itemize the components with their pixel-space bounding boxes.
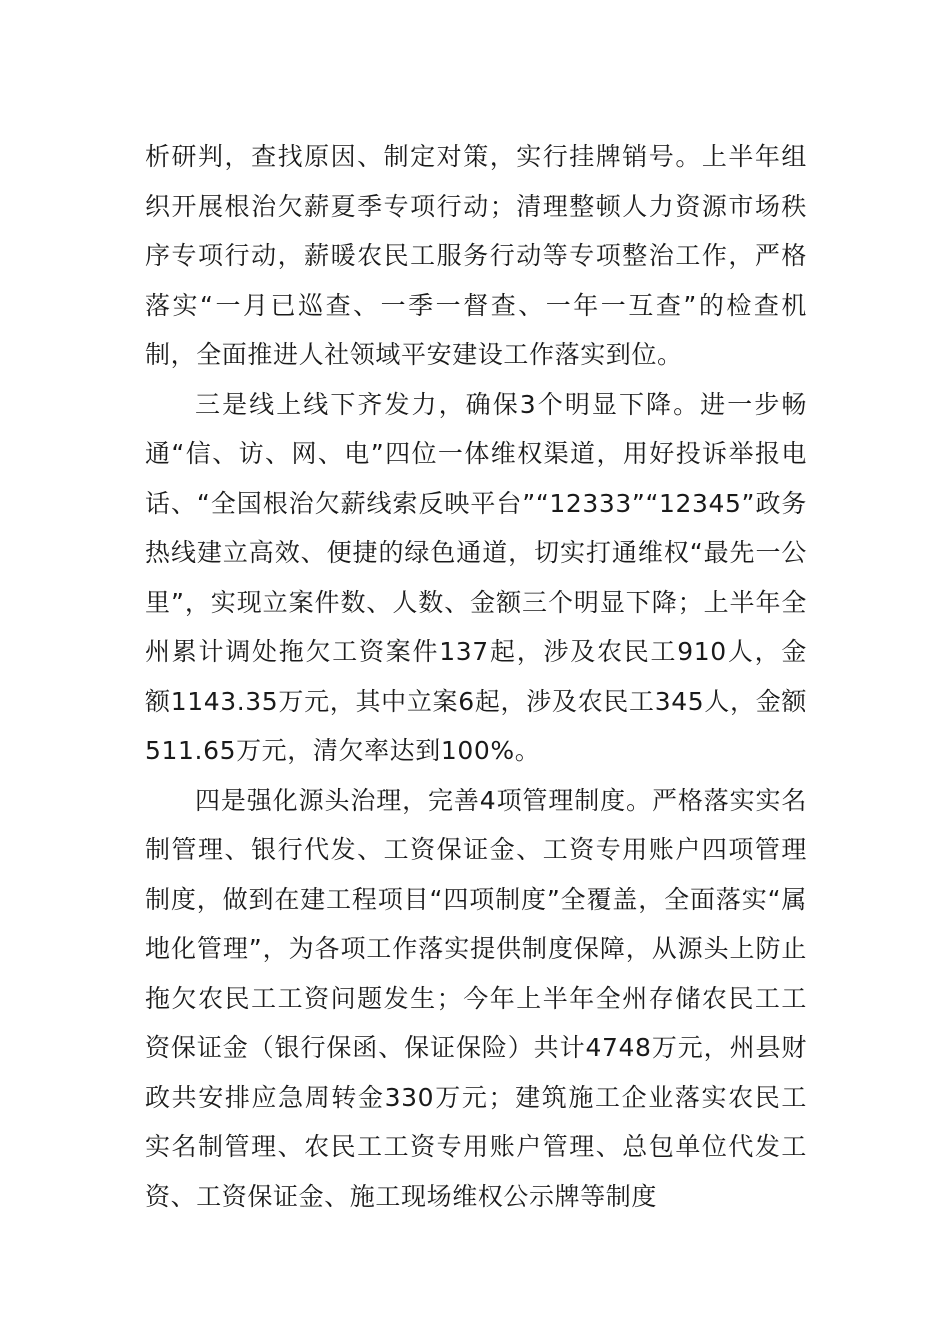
paragraph-point-four: 四是强化源头治理，完善4项管理制度。严格落实实名制管理、银行代发、工资保证金、工资专用账户四项管理制度，做到在建工程项目“四项制度”全覆盖，全面落实“属地化管理”，为各项工作落实提供制度保障，从源头上防止拖欠农民工工资问题发生；今年上半年全州存储农民工工资保证金（银行保函、保证保险）共计4748万元，州县财政共安排应急周转金330万元；建筑施工企业落实农民工实名制管理、农民工工资专用账户管理、总包单位代发工资、工资保证金、施工现场维权公示牌等制度 <box>145 785 807 1211</box>
document-body <box>145 132 807 1221</box>
paragraph-continuation: 析研判，查找原因、制定对策，实行挂牌销号。上半年组织开展根治欠薪夏季专项行动；清理整顿人力资源市场秩序专项行动，薪暖农民工服务行动等专项整治工作，严格落实“一月已巡查、一季一督查、一年一互查”的检查机制，全面推进人社领域平安建设工作落实到位。 <box>145 142 807 369</box>
paragraph-point-three: 三是线上线下齐发力，确保3个明显下降。进一步畅通“信、访、网、电”四位一体维权渠道，用好投诉举报电话、“全国根治欠薪线索反映平台”“12333”“12345”政务热线建立高效、便捷的绿色通道，切实打通维权“最先一公里”，实现立案件数、人数、金额三个明显下降；上半年全州累计调处拖欠工资案件137起，涉及农民工910人，金额1143.35万元，其中立案6起，涉及农民工345人，金额511.65万元，清欠率达到100%。 <box>145 389 807 765</box>
